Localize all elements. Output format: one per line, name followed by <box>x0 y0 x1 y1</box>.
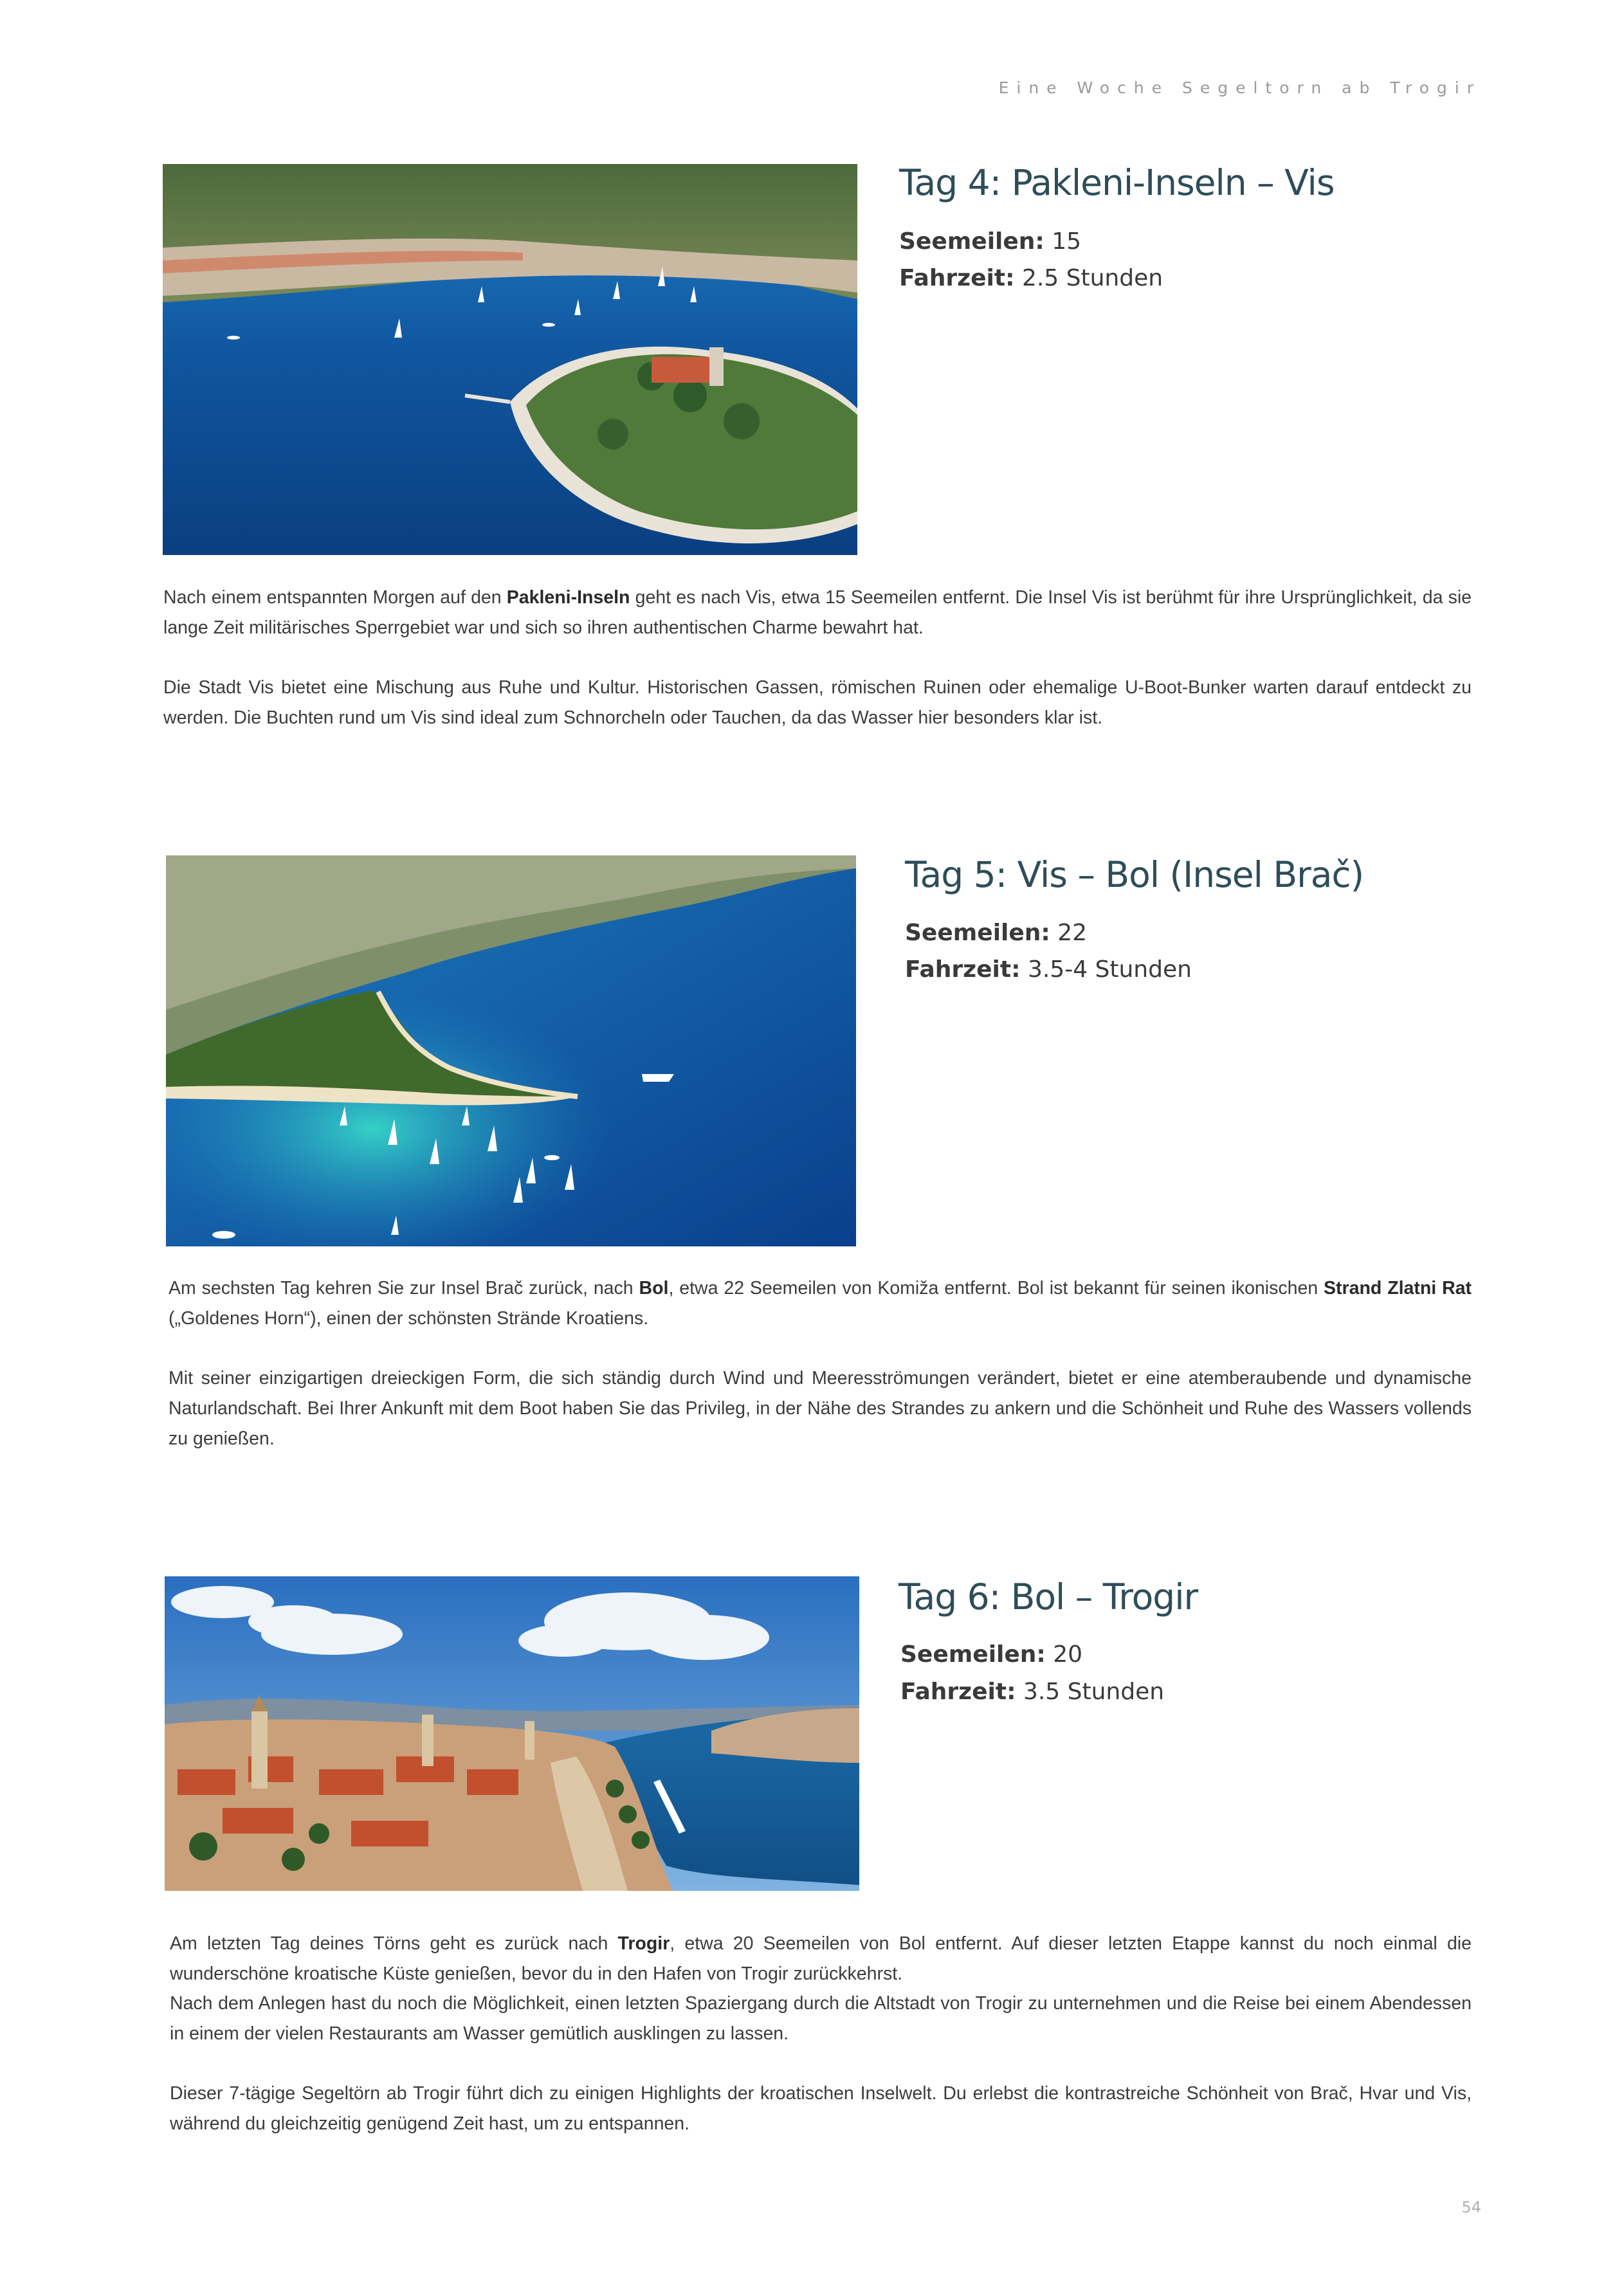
day-6-paragraph-1: Am letzten Tag deines Törns geht es zurück nach Trogir, etwa 20 Seemeilen von Bol entfernt. Auf dieser letzten Etappe kannst du noch einmal die wunderschöne kroatische Küste genießen, bevor du in den Hafen von Trogir zurückkehrst. <box>170 1933 1472 1984</box>
travel-time-label: Fahrzeit: <box>899 265 1015 291</box>
travel-time-label: Fahrzeit: <box>905 956 1021 983</box>
day-5-title: Tag 5: Vis – Bol (Insel Brač) <box>905 854 1364 895</box>
highlight-zlatni-rat: Strand Zlatni Rat <box>1324 1278 1472 1298</box>
zlatni-rat-beach-photo <box>166 855 856 1246</box>
day-6-travel-time <box>900 1679 1164 1705</box>
nautical-miles-label: Seemeilen: <box>899 228 1045 255</box>
day-4-nautical-miles <box>899 228 1081 255</box>
nautical-miles-label: Seemeilen: <box>905 920 1050 946</box>
day-4-title: Tag 4: Pakleni-Inseln – Vis <box>899 162 1335 203</box>
highlight-pakleni: Pakleni-Inseln <box>506 587 630 608</box>
trogir-town-photo <box>165 1576 859 1891</box>
highlight-trogir: Trogir <box>617 1933 670 1954</box>
day-5-paragraph-2: Mit seiner einzigartigen dreieckigen Form, die sich ständig durch Wind und Meeresströmungen verändert, bietet er eine atemberaubende und dynamische Naturlandschaft. Bei Ihrer Ankunft mit dem Boot haben Sie das Privileg, in der Nähe des Strandes zu ankern und die Schönheit und Ruhe des Wassers vollends zu genießen. <box>169 1368 1472 1449</box>
day-6-paragraph-2: Nach dem Anlegen hast du noch die Möglichkeit, einen letzten Spaziergang durch die Altstadt von Trogir zu unternehmen und die Reise bei einem Abendessen in einem der vielen Restaurants am Wasser gemütlich ausklingen zu lassen. <box>170 1993 1472 2044</box>
nautical-miles-value: 20 <box>1053 1641 1083 1668</box>
nautical-miles-label: Seemeilen: <box>900 1641 1046 1668</box>
day-6-title: Tag 6: Bol – Trogir <box>899 1576 1198 1617</box>
vis-harbor-photo <box>163 164 857 555</box>
day-6-paragraph-3: Dieser 7-tägige Segeltörn ab Trogir führt dich zu einigen Highlights der kroatischen Inselwelt. Du erlebst die kontrastreiche Schönheit von Brač, Hvar und Vis, während du gleichzeitig genügend Zeit hast, um zu entspannen. <box>170 2083 1472 2134</box>
day-4-paragraph-2: Die Stadt Vis bietet eine Mischung aus Ruhe und Kultur. Historischen Gassen, römischen Ruinen oder ehemalige U-Boot-Bunker warten darauf entdeckt zu werden. Die Buchten rund um Vis sind ideal zum Schnorcheln oder Tauchen, da das Wasser hier besonders klar ist. <box>163 677 1472 728</box>
running-header: Eine Woche Segeltorn ab Trogir <box>998 78 1481 97</box>
page-number: 54 <box>1461 2198 1481 2216</box>
day-5-nautical-miles <box>905 920 1087 946</box>
highlight-bol: Bol <box>639 1278 669 1298</box>
day-4-travel-time <box>899 265 1163 291</box>
travel-time-value: 3.5-4 Stunden <box>1027 956 1192 983</box>
day-6-nautical-miles <box>900 1641 1082 1668</box>
day-5-paragraph-1: Am sechsten Tag kehren Sie zur Insel Brač zurück, nach Bol, etwa 22 Seemeilen von Komiža entfernt. Bol ist bekannt für seinen ikonischen Strand Zlatni Rat („Goldenes Horn“), einen der schönsten Strände Kroatiens. <box>169 1278 1472 1329</box>
nautical-miles-value: 22 <box>1057 920 1088 946</box>
day-4-paragraph-1: Nach einem entspannten Morgen auf den Pakleni-Inseln geht es nach Vis, etwa 15 Seemeilen entfernt. Die Insel Vis ist berühmt für ihre Ursprünglichkeit, da sie lange Zeit militärisches Sperrgebiet war und sich so ihren authentischen Charme bewahrt hat. <box>163 587 1472 638</box>
travel-time-value: 2.5 Stunden <box>1021 265 1163 291</box>
travel-time-value: 3.5 Stunden <box>1023 1679 1165 1705</box>
travel-time-label: Fahrzeit: <box>900 1679 1016 1705</box>
nautical-miles-value: 15 <box>1052 228 1082 255</box>
day-5-travel-time <box>905 956 1192 983</box>
